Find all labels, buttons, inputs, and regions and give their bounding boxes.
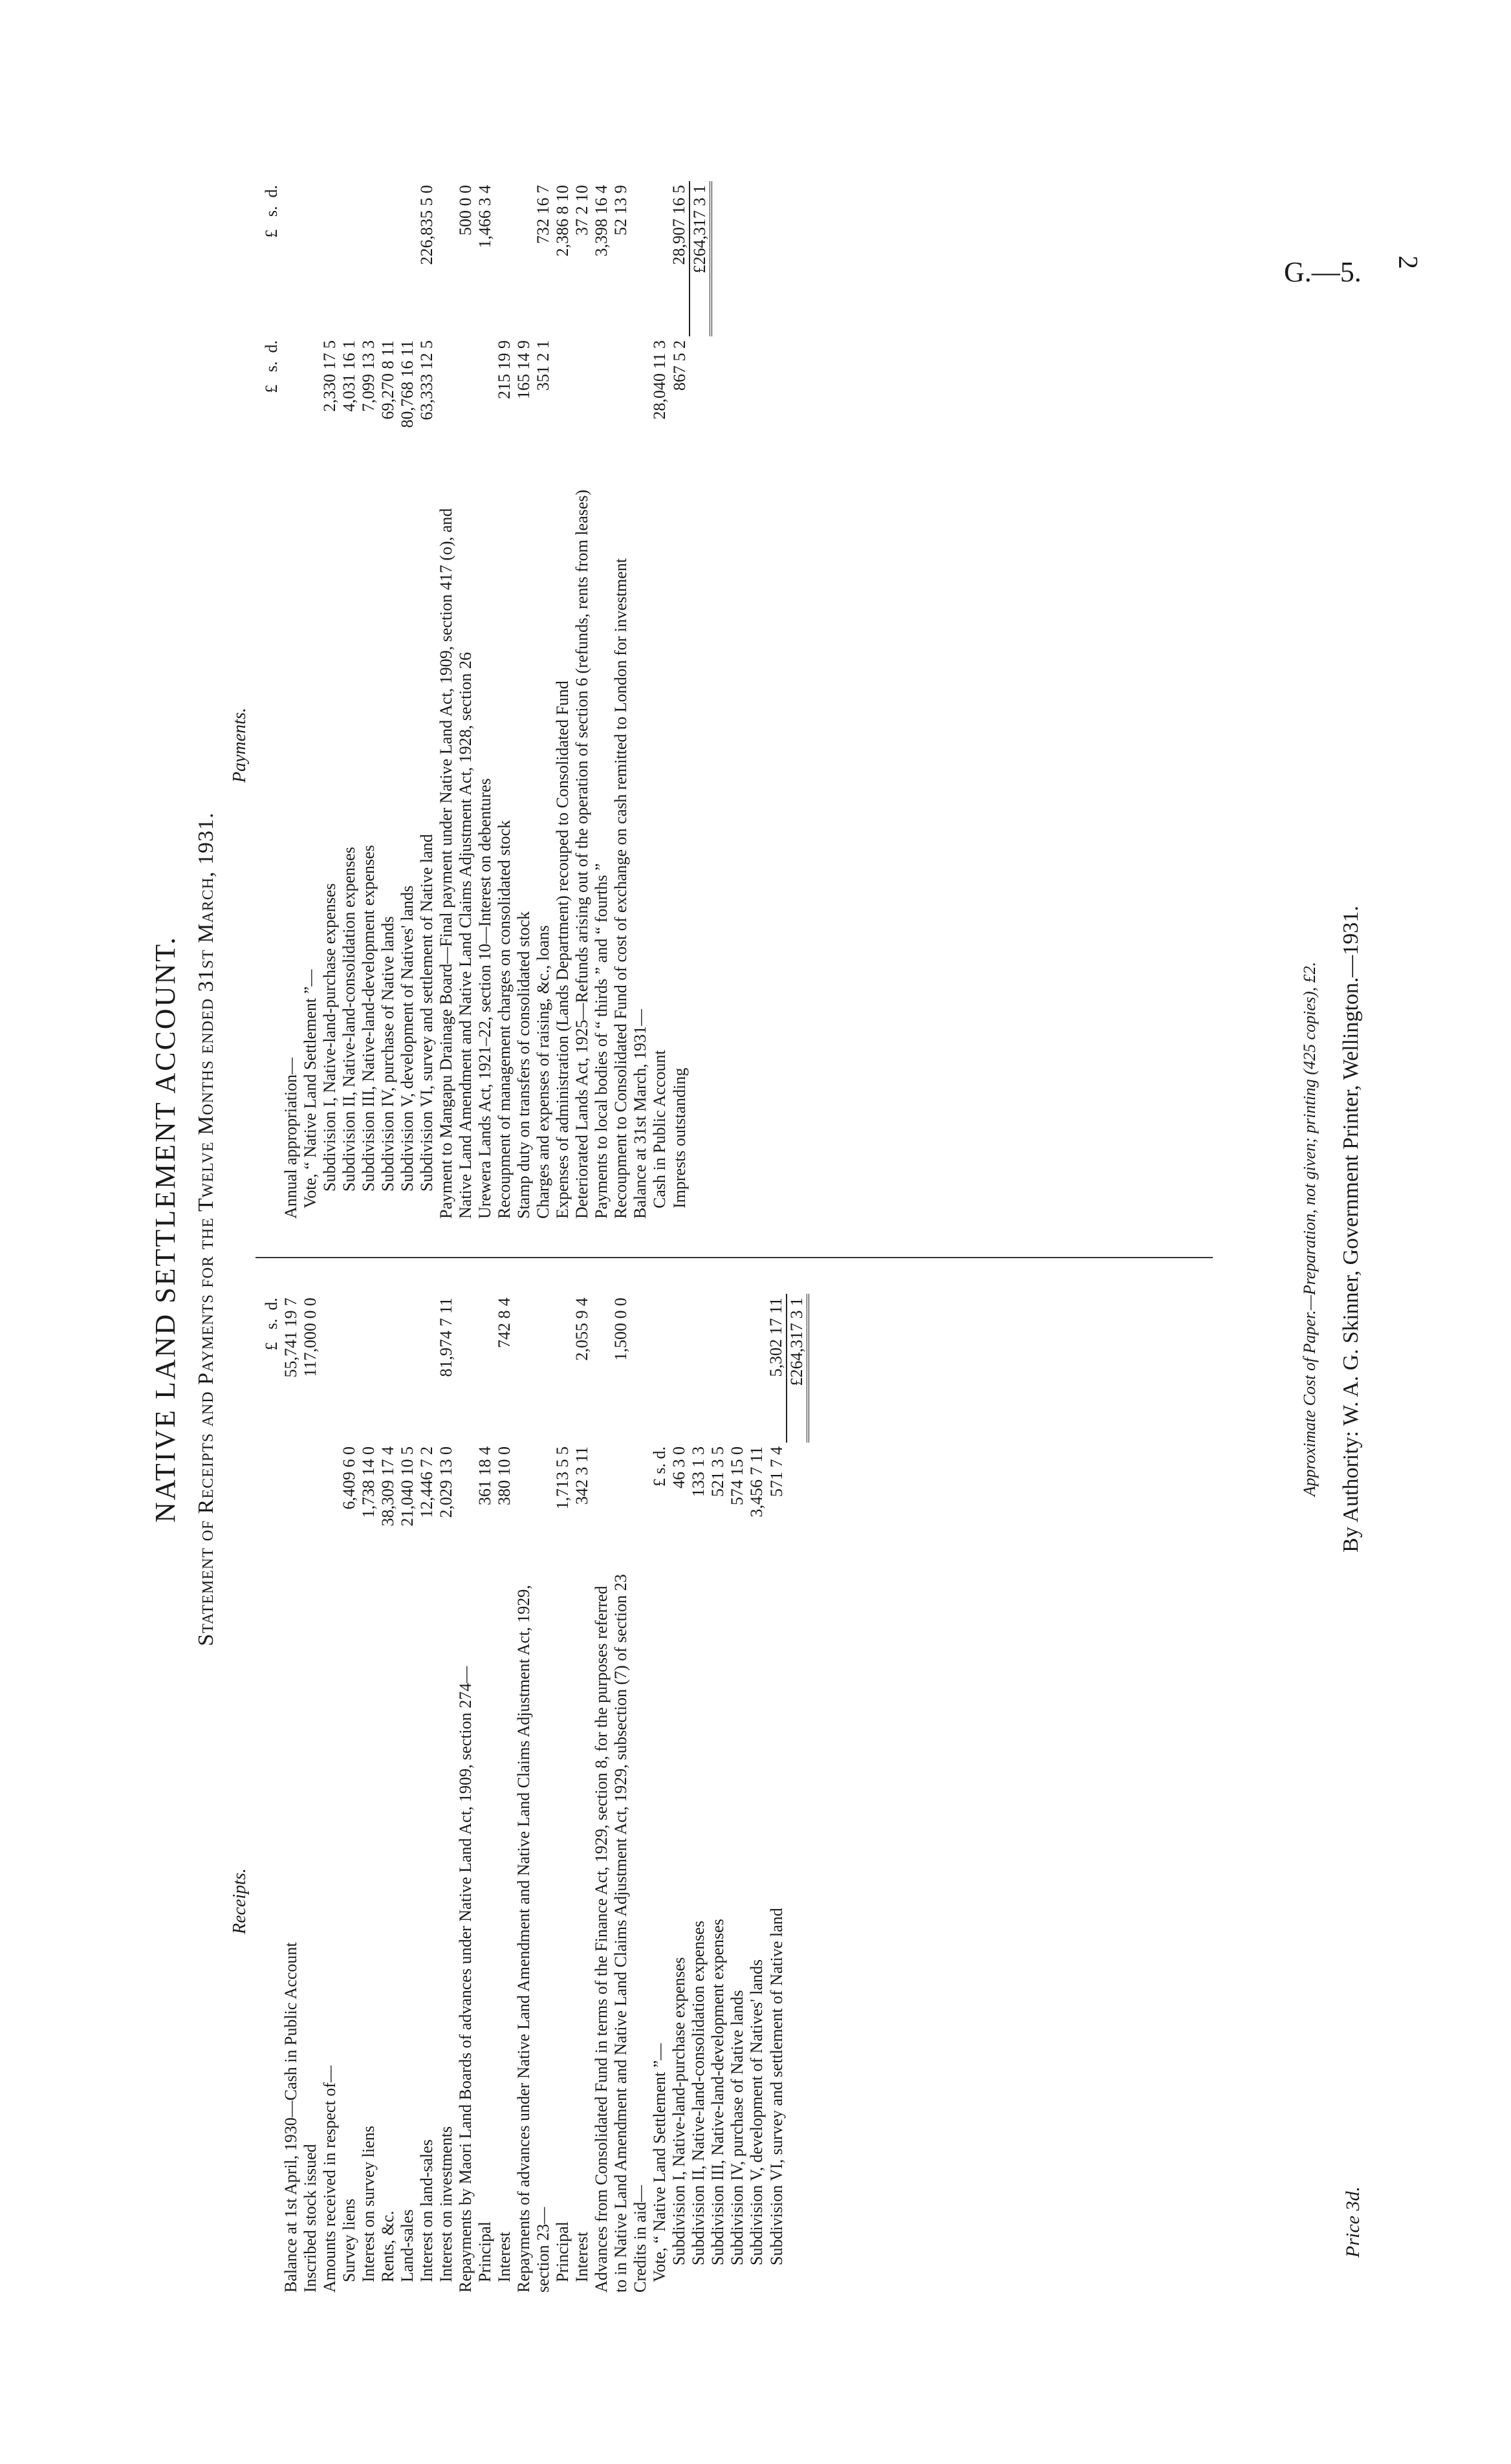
row-amount-outer [281,181,301,336]
row-label: Credits in aid— [631,2185,649,2293]
row-label: Imprests outstanding [670,1067,689,1208]
row-amount-outer [378,181,398,336]
currency-header: £ s. d. [262,1298,281,1351]
currency-header: £ s. d. [262,185,281,238]
statement-row [456,1294,475,2296]
row-amount-inner: 342 3 11 [572,1446,591,1505]
row-amount-outer [398,1294,417,1443]
row-amount-inner: 69,270 8 11 [378,340,397,420]
row-label: Survey liens [340,2198,358,2282]
row-label: Subdivision II, Native-land-consolidation expenses [340,847,358,1192]
statement-row [592,1294,631,2296]
row-amount-inner: 21,040 10 5 [398,1446,417,1527]
statement-row [689,1294,708,2296]
statement-row [572,181,592,1223]
payments-body [281,181,690,1223]
receipts-heading: Receipts. [230,1868,250,1934]
row-label: Interest [572,2232,591,2282]
row-label: Subdivision I, Native-land-purchase expenses [669,1957,688,2265]
row-amount-inner [437,336,475,479]
statement-row [534,181,553,1223]
statement-row [475,1294,495,2296]
row-amount-inner: 12,446 7 2 [417,1446,436,1518]
row-label: Subdivision VI, survey and settlement of Native land [767,1908,786,2265]
row-amount-inner: 6,409 6 0 [340,1446,358,1510]
row-amount-outer [728,1294,747,1443]
row-amount-inner: 165 14 9 [514,340,533,399]
receipts-table [262,1294,809,2296]
row-label: Charges and expenses of raising, &c., loans [534,925,552,1219]
row-label: Interest on land-sales [417,2139,436,2282]
statement-row [495,1294,514,2296]
statement-row [631,1294,650,2296]
row-amount-outer: 5,302 17 11 [766,1298,785,1377]
payments-total: £264,317 3 1 [690,181,711,336]
row-amount-outer [631,1294,650,1443]
row-label: Subdivision III, Native-land-development expenses [359,845,378,1192]
row-label: Land-sales [398,2209,417,2282]
row-amount-inner: 380 10 0 [495,1446,514,1505]
statement-row [592,181,611,1223]
row-amount-outer: 52 13 9 [611,185,630,235]
printer-authority: By Authority: W. A. G. Skinner, Government Printer, Wellington.—1931. [1339,906,1363,1553]
row-amount-inner [592,1443,631,1565]
row-label: Balance at 31st March, 1931— [631,1008,649,1219]
row-amount-outer [514,1294,553,1443]
row-amount-inner: 2,029 13 0 [437,1446,455,1518]
row-amount-outer [514,181,534,336]
row-label: Cash in Public Account [650,1050,669,1208]
row-amount-outer [398,181,417,336]
statement-row [475,181,495,1223]
row-amount-outer [359,1294,378,1443]
statement-row [398,181,417,1223]
row-label: Subdivision VI, survey and settlement of Native land [417,834,436,1192]
row-label: Amounts received in respect of— [320,2066,339,2293]
row-label: Payment to Mangapu Drainage Board—Final payment under Native Land Act, 1909, section 417 (o), and Native Land Amendment and Native Land Claims Adjustment Act, 1928, section 26 [437,508,475,1219]
statement-row [378,1294,398,2296]
price-note: Price 3d. [1342,2186,1364,2258]
statement-row [320,181,340,1223]
payments-heading: Payments. [230,708,250,783]
row-amount-outer: 37 2 10 [572,185,591,235]
row-amount-outer [669,1294,689,1443]
document-reference: G.—5. [1284,256,1362,288]
row-label: Rents, &c. [378,2210,397,2282]
row-amount-inner: 867 5 2 [670,340,689,391]
row-label: Urewera Lands Act, 1921–22, section 10—Interest on debentures [475,778,494,1219]
page-number: 2 [1393,256,1422,269]
receipts-currency-header [262,1294,281,2296]
statement-row [747,1294,766,2296]
row-amount-outer: 742 8 4 [495,1298,514,1348]
statement-row [320,1294,340,2296]
currency-header: £ s. d. [262,340,281,393]
row-amount-inner: 1,713 5 5 [553,1446,572,1510]
statement-row [553,1294,572,2296]
statement-row [514,181,534,1223]
row-label: Interest on survey liens [359,2126,378,2282]
payments-table [262,181,712,1223]
statement-row [417,1294,437,2296]
row-label: Payments to local bodies of “ thirds ” and “ fourths ” [592,863,611,1219]
row-amount-inner [553,336,572,479]
statement-row [631,181,650,1223]
row-label: Vote, “ Native Land Settlement ”— [301,969,320,1208]
row-amount-outer [340,1294,359,1443]
receipts-total: £264,317 3 1 [787,1294,808,1443]
statement-row [340,1294,359,2296]
statement-row [669,1294,689,2296]
statement-row [281,1294,301,2296]
row-amount-inner [301,1443,320,1565]
row-label: Subdivision III, Native-land-development expenses [708,1919,727,2265]
row-amount-inner: 361 18 4 [475,1446,494,1505]
row-label: Principal [553,2221,572,2282]
statement-row [650,1294,669,2296]
row-label: Principal [475,2221,494,2282]
statement-row [301,1294,320,2296]
statement-row [553,181,572,1223]
row-amount-inner: 80,768 16 11 [398,340,417,428]
statement-subtitle: Statement of Receipts and Payments for the Twelve Months ended 31st March, 1931. [194,812,218,1646]
row-label: Recoupment of management charges on consolidated stock [495,820,514,1219]
statement-row [514,1294,553,2296]
row-amount-outer [320,1294,340,1443]
row-amount-outer [650,1294,669,1443]
row-label: Inscribed stock issued [301,2144,320,2293]
row-amount-outer [378,1294,398,1443]
row-label: Subdivision IV, purchase of Native lands [378,916,397,1192]
statement-row [495,181,514,1223]
column-divider [255,1257,1213,1258]
row-amount-outer [495,181,514,336]
statement-row [281,181,301,1223]
row-amount-inner: 7,099 13 3 [359,340,378,412]
row-label: Subdivision V, development of Natives' lands [747,1959,766,2265]
cost-note: Approximate Cost of Paper.—Preparation, not given; printing (425 copies), £2. [1300,961,1319,1497]
row-label: Subdivision I, Native-land-purchase expenses [320,883,339,1192]
row-amount-inner: 3,456 7 11 [747,1446,766,1518]
row-amount-inner: 46 3 0 [669,1446,688,1488]
statement-row [728,1294,747,2296]
statement-row [437,1294,456,2296]
receipts-total-row [787,1294,808,2296]
row-amount-outer [475,1294,495,1443]
row-label: Interest on investments [437,2126,455,2282]
row-label: Advances from Consolidated Fund in terms of the Finance Act, 1929, section 8, for the purposes referred to in Native Land Amendment and Native Land Claims Adjustment Act, 1929, subsection (7) of section 23 [592,1574,630,2293]
row-amount-outer [456,1294,475,1443]
row-amount-inner: 1,738 14 0 [359,1446,378,1518]
row-amount-outer: 117,000 0 0 [301,1298,320,1377]
row-amount-outer [553,1294,572,1443]
row-label: Deteriorated Lands Act, 1925—Refunds arising out of the operation of section 6 (refunds, rents from leases) [572,489,591,1219]
receipts-body [281,1294,787,2296]
row-amount-inner: 351 2 1 [534,340,552,391]
row-amount-inner: 571 7 4 [767,1446,786,1497]
row-amount-outer: 1,466 3 4 [475,185,494,248]
row-amount-outer [320,181,340,336]
row-amount-outer: 3,398 16 4 [592,185,611,257]
row-amount-inner [456,1443,475,1565]
row-amount-outer: 226,835 5 0 [417,185,436,265]
statement-row [378,181,398,1223]
row-label: Repayments by Maori Land Boards of advances under Native Land Act, 1909, section 274— [456,1666,475,2293]
row-label: Subdivision V, development of Natives' lands [398,885,417,1192]
row-amount-inner: £ s. d. [650,1446,669,1487]
row-label: Stamp duty on transfers of consolidated stock [514,911,533,1219]
row-amount-inner: 521 3 5 [708,1446,727,1497]
row-amount-inner: 38,309 17 4 [378,1446,397,1527]
row-amount-inner [631,1443,650,1565]
row-amount-inner [572,336,592,479]
row-label: Balance at 1st April, 1930—Cash in Public Account [281,1942,300,2293]
row-amount-inner [320,1443,340,1565]
statement-row [650,181,669,1223]
statement-row [398,1294,417,2296]
row-amount-inner [592,336,611,479]
statement-row [572,1294,592,2296]
row-label: Annual appropriation— [281,1057,300,1219]
row-amount-inner: 28,040 11 3 [650,340,669,420]
row-amount-inner: 63,333 12 5 [417,340,436,420]
row-amount-outer: 1,500 0 0 [611,1298,630,1361]
statement-row [766,1294,787,2296]
page-title: NATIVE LAND SETTLEMENT ACCOUNT. [149,935,181,1523]
row-label: Subdivision IV, purchase of Native lands [728,1990,746,2265]
row-amount-outer [631,181,650,336]
statement-row [708,1294,728,2296]
row-label: Expenses of administration (Lands Department) recouped to Consolidated Fund [553,681,572,1219]
row-amount-outer: 2,055 9 4 [572,1298,591,1361]
row-label: Interest [495,2232,514,2282]
row-amount-outer: 732 16 7 [534,185,552,244]
statement-row [611,181,631,1223]
row-label: Recoupment to Consolidated Fund of cost of exchange on cash remitted to London for investment [611,558,630,1219]
row-amount-inner [514,1443,553,1565]
rotated-page [149,162,1442,2296]
statement-row [669,181,690,1223]
row-amount-inner [281,1443,301,1565]
statement-row [417,181,437,1223]
row-amount-inner: 215 19 9 [495,340,514,399]
row-amount-outer [340,181,359,336]
row-amount-inner [281,336,301,479]
row-amount-outer: 2,386 8 10 [553,185,572,257]
payments-total-row [690,181,711,1223]
row-amount-inner: 133 1 3 [689,1446,708,1497]
row-amount-outer [689,1294,708,1443]
payments-currency-header [262,181,281,1223]
statement-row [359,1294,378,2296]
row-amount-inner [475,336,495,479]
row-amount-outer: 28,907 16 5 [669,185,688,265]
row-label: Subdivision II, Native-land-consolidation expenses [689,1921,708,2265]
row-label: Repayments of advances under Native Land Amendment and Native Land Claims Adjustment Act, 1929, section 23— [514,1585,552,2293]
row-amount-outer [359,181,378,336]
row-amount-inner: 574 15 0 [728,1446,746,1505]
row-label: Vote, “ Native Land Settlement ”— [650,2043,669,2282]
statement-row [437,181,475,1223]
row-amount-inner: 2,330 17 5 [320,340,339,412]
statement-row [359,181,378,1223]
row-amount-outer [417,1294,437,1443]
row-amount-inner [631,336,650,479]
row-amount-outer: 55,741 19 7 [281,1298,300,1378]
statement-row [301,181,320,1223]
row-amount-outer: 81,974 7 11 [437,1298,455,1377]
row-amount-inner [301,336,320,479]
row-amount-outer [747,1294,766,1443]
row-amount-inner [611,336,631,479]
row-amount-outer [301,181,320,336]
row-amount-inner: 4,031 16 1 [340,340,358,412]
row-amount-outer [708,1294,728,1443]
row-amount-outer [650,181,669,336]
row-amount-outer: 500 0 0 [456,185,475,235]
statement-row [340,181,359,1223]
